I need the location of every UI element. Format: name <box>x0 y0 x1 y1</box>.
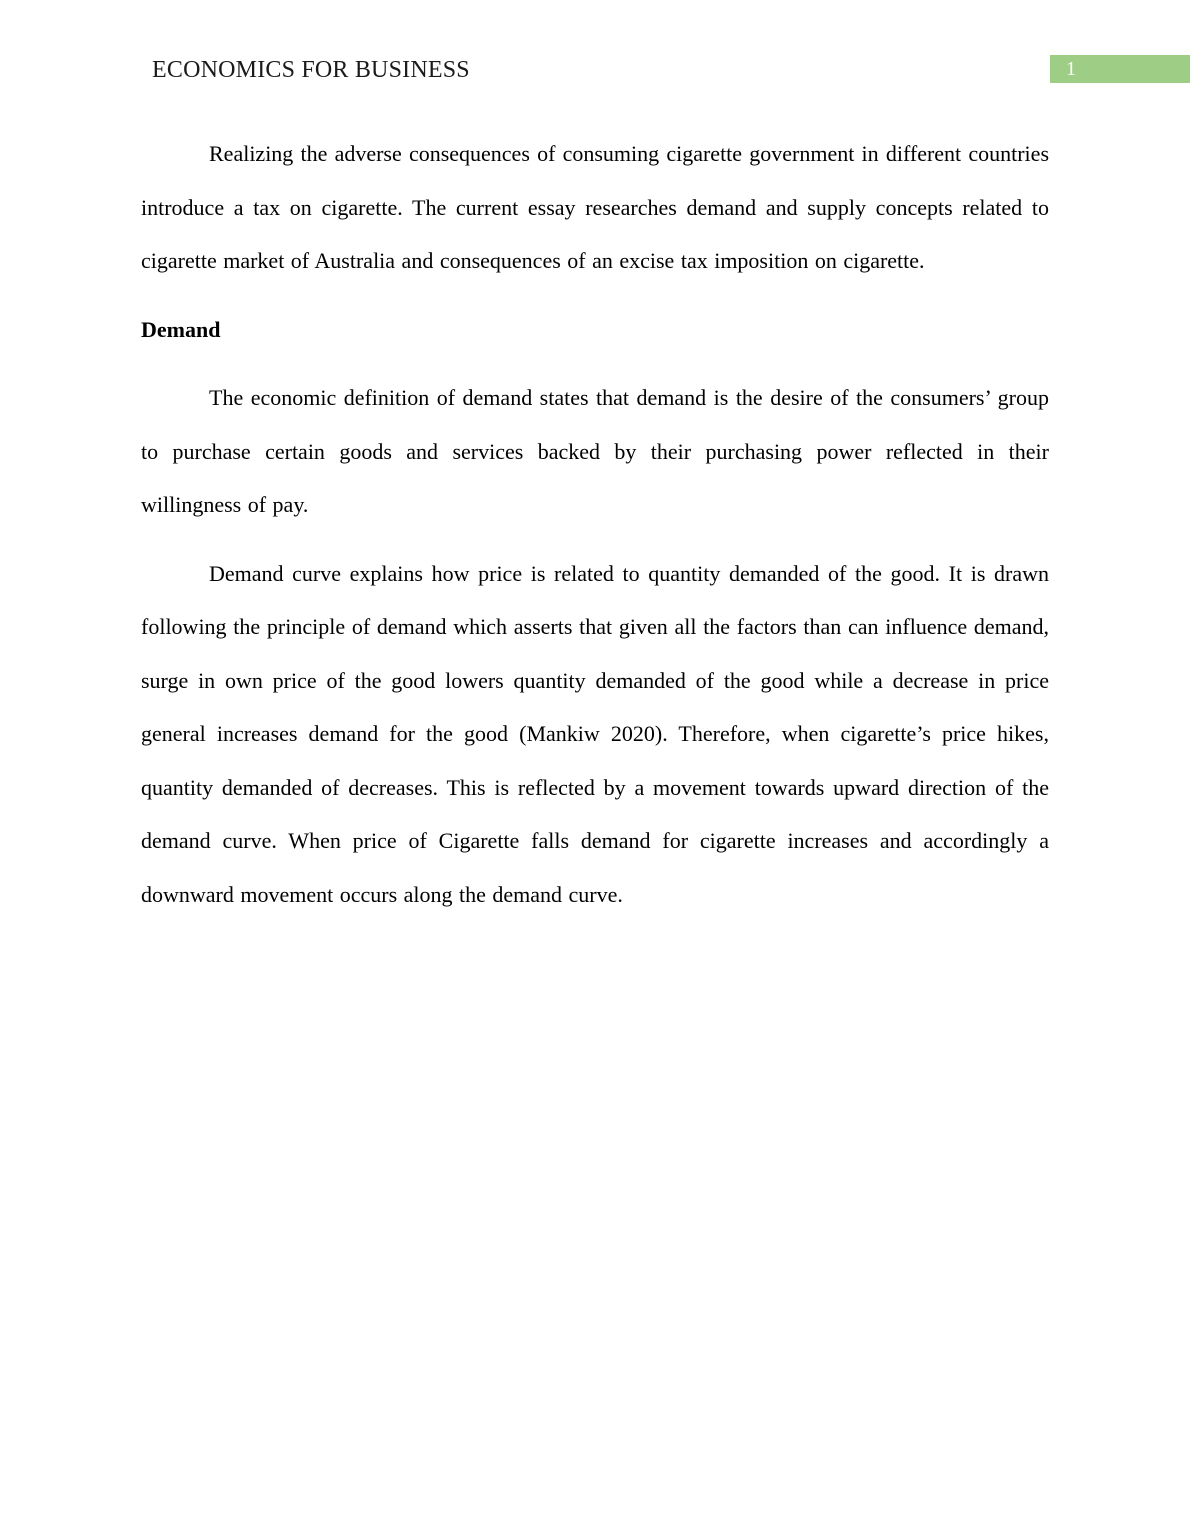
running-head-title: ECONOMICS FOR BUSINESS <box>152 57 470 83</box>
page-number-badge <box>1050 55 1190 83</box>
page-number: 1 <box>1066 58 1076 80</box>
document-body <box>141 127 1049 921</box>
section-heading-demand: Demand <box>141 316 221 342</box>
paragraph-intro: Realizing the adverse consequences of consuming cigarette government in different countries introduce a tax on cigarette. The current essay researches demand and supply concepts related to cigarette market of Australia and consequences of an excise tax imposition on cigarette. <box>141 141 1049 273</box>
paragraph-demand-curve: Demand curve explains how price is related to quantity demanded of the good. It is drawn following the principle of demand which asserts that given all the factors than can influence demand, surge in own price of the good lowers quantity demanded of the good while a decrease in price general increases demand for the good (Mankiw 2020). Therefore, when cigarette’s price hikes, quantity demanded of decreases. This is reflected by a movement towards upward direction of the demand curve. When price of Cigarette falls demand for cigarette increases and accordingly a downward movement occurs along the demand curve. <box>141 560 1049 907</box>
page-header <box>0 0 1190 127</box>
paragraph-demand-definition: The economic definition of demand states that demand is the desire of the consumers’ group to purchase certain goods and services backed by their purchasing power reflected in their willingness of pay. <box>141 385 1049 517</box>
